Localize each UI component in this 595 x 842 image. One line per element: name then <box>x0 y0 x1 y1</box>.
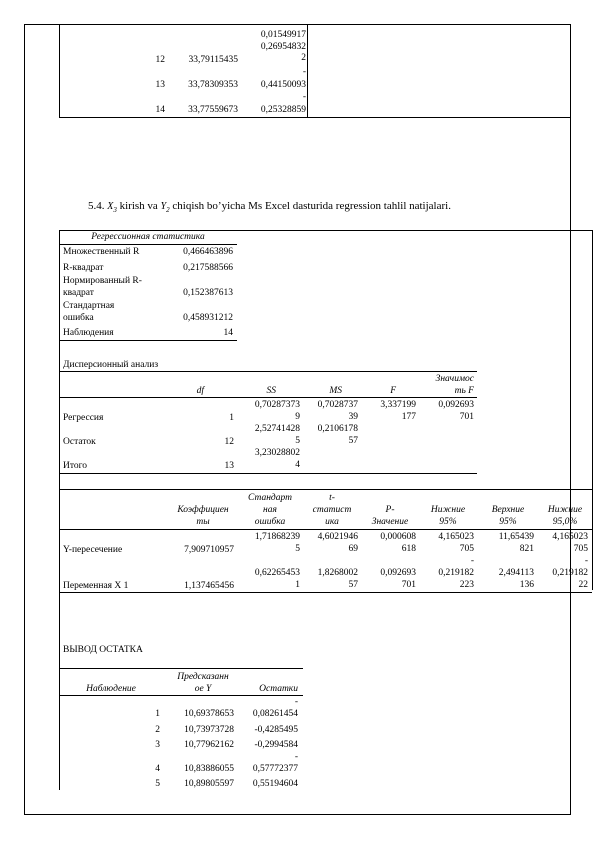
coef-header-p-value: P- <box>385 505 395 515</box>
coef-lower-95-0: 0,219182 <box>552 568 588 578</box>
coef-header-coefficients-cont: ты <box>196 517 210 527</box>
coef-p-value: 0,092693 <box>380 568 416 578</box>
residual-value: -0,4285495 <box>254 725 298 735</box>
residual-observation: 1 <box>155 709 160 719</box>
coef-header-t-stat-cont2: ика <box>325 517 339 527</box>
residual-observation: 5 <box>155 779 160 789</box>
anova-row-label: Итого <box>63 461 88 471</box>
caption-x-var: $X_3$ <box>107 201 117 214</box>
regression-stats-title: Регрессионная статистика <box>91 232 205 242</box>
coef-header-t-stat: t- <box>329 493 335 503</box>
coef-lower-95-cont: 223 <box>459 580 474 590</box>
coef-header-upper-95-cont: 95% <box>499 517 517 527</box>
coef-upper-95-cont: 821 <box>519 544 534 554</box>
top-row-predicted: 33,78309353 <box>188 80 238 90</box>
top-table-bottom-border <box>59 117 571 118</box>
residuals-header-top-rule <box>59 668 303 669</box>
anova-significance-cont: 701 <box>459 412 474 422</box>
anova-row-label: Остаток <box>63 437 96 447</box>
coef-header-coefficients: Коэффициен <box>177 505 229 515</box>
top-row-number: 14 <box>155 105 165 115</box>
stat-value: 14 <box>223 328 233 338</box>
residual-predicted: 10,77962162 <box>184 740 234 750</box>
residuals-header-predicted: Предсказанн <box>177 672 229 682</box>
coef-p-value-cont: 618 <box>401 544 416 554</box>
anova-df: 13 <box>224 461 234 471</box>
anova-df: 12 <box>224 437 234 447</box>
coef-lower-95: 4,165023 <box>438 532 474 542</box>
anova-ms-cont: 57 <box>348 436 358 446</box>
coef-header-lower-95: Нижние <box>430 505 466 515</box>
coef-header-lower-95-0: Нижние <box>547 505 583 515</box>
anova-df: 1 <box>229 413 234 423</box>
residual-observation: 4 <box>155 764 160 774</box>
anova-significance: 0,092693 <box>438 400 474 410</box>
coef-header-std-error-cont2: ошибка <box>254 517 286 527</box>
residual-predicted: 10,69378653 <box>184 709 234 719</box>
coef-std-error: 0,62265453 <box>254 568 300 578</box>
anova-ss-cont: 5 <box>295 436 300 446</box>
top-resid-value: 0,44150093 <box>260 80 306 90</box>
coef-header-bottom-rule <box>59 529 592 530</box>
top-resid-cont: 2 <box>301 53 306 63</box>
anova-row-label: Регрессия <box>63 413 104 423</box>
top-resid-value: 0,01549917 <box>260 30 306 40</box>
stat-label-cont: квадрат <box>63 288 94 298</box>
caption-y-var: $Y_2$ <box>160 201 170 214</box>
anova-ss: 0,70287373 <box>254 400 300 410</box>
residuals-header-observation: Наблюдение <box>86 684 136 694</box>
anova-f-cont: 177 <box>401 412 416 422</box>
coef-lower-95-sign: - <box>470 556 474 566</box>
stat-label-cont: ошибка <box>63 313 94 323</box>
anova-header-df: df <box>196 386 204 396</box>
regression-stats-header-rule <box>59 244 237 245</box>
anova-bottom-rule <box>59 473 477 474</box>
coef-std-error-cont: 1 <box>295 580 300 590</box>
stat-value: 0,458931212 <box>183 313 233 323</box>
anova-f: 3,337199 <box>380 400 416 410</box>
stat-label: Наблюдения <box>63 328 114 338</box>
coef-header-top-rule <box>59 489 592 490</box>
residual-observation: 2 <box>155 725 160 735</box>
top-row-predicted: 33,79115435 <box>188 55 238 65</box>
caption-text-2: chiqish bo’yicha Ms Excel dasturida regression tahlil natijalari. <box>172 200 451 212</box>
anova-header-ss: SS <box>266 386 276 396</box>
anova-ss: 2,52741428 <box>254 424 300 434</box>
coef-row-label: Переменная X 1 <box>63 581 129 591</box>
stat-label: Нормированный R- <box>63 276 142 286</box>
residual-sign: - <box>294 752 298 762</box>
coef-bottom-rule <box>59 592 592 593</box>
stat-label: R-квадрат <box>63 263 104 273</box>
regression-stats-bottom-rule <box>59 340 237 341</box>
coef-value: 1,137465456 <box>184 581 234 591</box>
coef-header-std-error: Стандарт <box>248 493 292 503</box>
lower-right-border <box>592 230 593 590</box>
lower-left-border <box>59 230 60 790</box>
coef-row-label: Y-пересечение <box>63 545 123 555</box>
stat-value: 0,152387613 <box>183 288 233 298</box>
anova-ms: 0,7028737 <box>317 400 358 410</box>
residuals-header-bottom-rule <box>59 695 303 696</box>
anova-ss-cont: 4 <box>295 460 300 470</box>
anova-ss-cont: 9 <box>295 412 300 422</box>
coef-p-value-cont: 701 <box>401 580 416 590</box>
residual-observation: 3 <box>155 740 160 750</box>
coef-header-upper-95: Верхние <box>491 505 525 515</box>
top-resid-value: 0,26954832 <box>260 42 306 52</box>
residual-value: 0,57772377 <box>252 764 298 774</box>
residual-sign: - <box>294 697 298 707</box>
coef-lower-95-0-cont: 705 <box>573 544 588 554</box>
coef-value: 7,909710957 <box>184 545 234 555</box>
anova-header-f: F <box>390 386 396 396</box>
residual-predicted: 10,89805597 <box>184 779 234 789</box>
residual-predicted: 10,83886055 <box>184 764 234 774</box>
residuals-header-residuals: Остатки <box>259 684 298 694</box>
coef-header-lower-95-0-cont: 95,0% <box>552 517 578 527</box>
anova-header-top-rule <box>59 371 477 372</box>
residual-predicted: 10,73973728 <box>184 725 234 735</box>
coef-std-error: 1,71868239 <box>254 532 300 542</box>
anova-title: Дисперсионный анализ <box>63 360 159 370</box>
coef-header-std-error-cont: ная <box>263 505 277 515</box>
residual-value: 0,55194604 <box>252 779 298 789</box>
top-row-predicted: 33,77559673 <box>188 105 238 115</box>
top-resid-value: 0,25328859 <box>260 105 306 115</box>
anova-header-ms: MS <box>329 386 342 396</box>
coef-lower-95-0-sign: - <box>584 556 588 566</box>
figure-caption <box>88 200 451 217</box>
anova-header-bottom-rule <box>59 397 477 398</box>
stat-value: 0,466463896 <box>183 247 233 257</box>
coef-t-stat: 4,6021946 <box>317 532 358 542</box>
top-resid-sign: - <box>302 92 306 102</box>
top-row-number: 13 <box>155 80 165 90</box>
anova-header-significance: Значимос <box>435 374 474 384</box>
anova-ss: 3,23028802 <box>254 448 300 458</box>
coef-std-error-cont: 5 <box>295 544 300 554</box>
residual-value: -0,2994584 <box>254 740 298 750</box>
stat-label: Стандартная <box>63 301 115 311</box>
coef-lower-95-0-cont: 22 <box>578 580 588 590</box>
caption-text-1: kirish va <box>119 200 158 212</box>
stat-value: 0,217588566 <box>183 263 233 273</box>
section-top-border <box>59 230 592 231</box>
coef-t-stat-cont: 57 <box>348 580 358 590</box>
coef-lower-95-cont: 705 <box>459 544 474 554</box>
top-table-left-border <box>59 24 60 117</box>
coef-t-stat: 1,8268002 <box>317 568 358 578</box>
residuals-title: ВЫВОД ОСТАТКА <box>63 645 143 655</box>
coef-p-value: 0,000608 <box>380 532 416 542</box>
coef-header-t-stat-cont: статист <box>312 505 352 515</box>
coef-lower-95: 0,219182 <box>438 568 474 578</box>
anova-header-significance-cont: ть F <box>454 386 474 396</box>
coef-header-p-value-cont: Значение <box>371 517 409 527</box>
top-row-number: 12 <box>155 55 165 65</box>
coef-upper-95: 11,65439 <box>498 532 534 542</box>
top-table-divider <box>307 24 308 117</box>
anova-ms-cont: 39 <box>348 412 358 422</box>
stat-label: Множественный R <box>63 247 140 257</box>
caption-number: 5.4. <box>88 200 105 212</box>
coef-upper-95-cont: 136 <box>519 580 534 590</box>
coef-t-stat-cont: 69 <box>348 544 358 554</box>
residuals-header-predicted-cont: ое Y <box>194 684 212 694</box>
residual-value: 0,08261454 <box>252 709 298 719</box>
coef-upper-95: 2,494113 <box>498 568 534 578</box>
coef-header-lower-95-cont: 95% <box>439 517 457 527</box>
anova-ms: 0,2106178 <box>317 424 358 434</box>
top-resid-sign: - <box>302 67 306 77</box>
coef-lower-95-0: 4,165023 <box>552 532 588 542</box>
